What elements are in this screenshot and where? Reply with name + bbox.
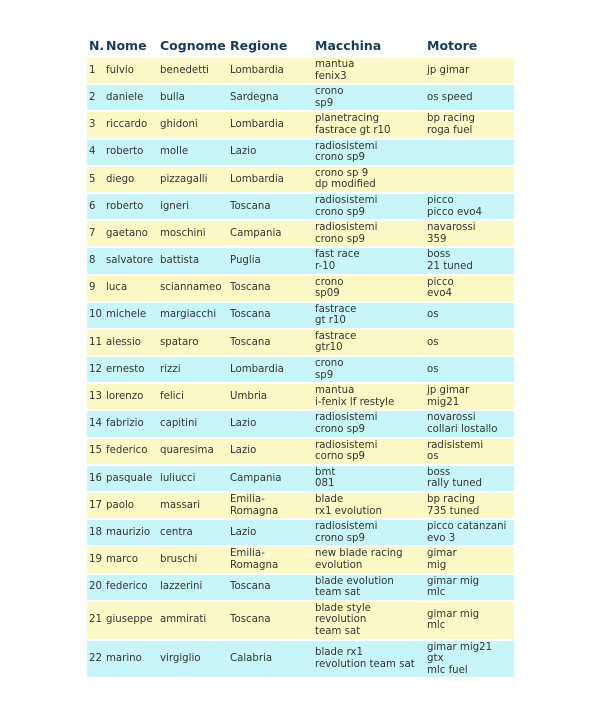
cell-nome: maurizio	[104, 520, 158, 545]
cell-cognome: moschini	[158, 221, 228, 246]
cell-macchina	[313, 439, 425, 464]
cell-macchina-line: rx1 evolution	[315, 505, 382, 517]
cell-regione-line: Romagna	[230, 559, 279, 571]
cell-motore-line: os	[427, 451, 439, 463]
cell-regione-line: Lombardia	[230, 64, 284, 76]
cell-motore-line: picco catanzani	[427, 521, 507, 533]
table-row	[87, 85, 514, 110]
cell-number: 11	[87, 330, 104, 355]
cell-macchina-line: crono	[315, 86, 344, 98]
cell-motore-line: mlc fuel	[427, 664, 468, 676]
cell-macchina-line: bmt	[315, 466, 336, 478]
table-row	[87, 58, 514, 83]
cell-macchina-line: gtr10	[315, 342, 343, 354]
cell-macchina	[313, 112, 425, 137]
cell-nome: riccardo	[104, 112, 158, 137]
cell-macchina	[313, 167, 425, 192]
table-body	[87, 58, 514, 677]
cell-motore-line: os	[427, 309, 439, 321]
cell-macchina-line: crono	[315, 276, 344, 288]
cell-motore	[425, 384, 514, 409]
cell-motore-line: evo4	[427, 288, 453, 300]
cell-macchina-line: crono sp9	[315, 206, 365, 218]
cell-number: 5	[87, 167, 104, 192]
cell-motore	[425, 140, 514, 165]
table-row	[87, 194, 514, 219]
cell-regione	[228, 520, 313, 545]
cell-macchina-line: fastrace gt r10	[315, 124, 391, 136]
cell-motore	[425, 520, 514, 545]
cell-regione-line: Toscana	[230, 581, 271, 593]
table-row	[87, 466, 514, 491]
cell-macchina-line: crono sp9	[315, 424, 365, 436]
cell-macchina-line: radiosistemi	[315, 412, 378, 424]
cell-macchina-line: revolution team sat	[315, 658, 415, 670]
cell-regione-line: Campania	[230, 227, 282, 239]
cell-motore-line: roga fuel	[427, 124, 473, 136]
cell-motore	[425, 641, 514, 678]
cell-regione-line: Campania	[230, 472, 282, 484]
cell-motore-line: 735 tuned	[427, 505, 480, 517]
cell-motore-line: bp racing	[427, 113, 475, 125]
cell-macchina	[313, 493, 425, 518]
cell-number: 13	[87, 384, 104, 409]
cell-macchina-line: mantua	[315, 59, 355, 70]
cell-motore-line: gimar mig21	[427, 641, 493, 653]
cell-motore-line: jp gimar	[427, 385, 470, 397]
cell-number: 12	[87, 357, 104, 382]
cell-motore-line: mig	[427, 559, 447, 571]
cell-macchina	[313, 547, 425, 572]
cell-regione	[228, 330, 313, 355]
cell-number: 22	[87, 641, 104, 678]
cell-motore	[425, 466, 514, 491]
table-row	[87, 276, 514, 301]
cell-macchina-line: corno sp9	[315, 451, 366, 463]
cell-macchina-line: blade evolution	[315, 575, 394, 587]
table-row	[87, 248, 514, 273]
cell-motore-line: gimar mig	[427, 575, 480, 587]
cell-cognome: virgiglio	[158, 641, 228, 678]
cell-number: 4	[87, 140, 104, 165]
cell-regione	[228, 58, 313, 83]
cell-nome: marino	[104, 641, 158, 678]
cell-regione	[228, 357, 313, 382]
cell-nome: marco	[104, 547, 158, 572]
cell-motore	[425, 276, 514, 301]
cell-motore-line: radisistemi	[427, 439, 484, 451]
cell-motore	[425, 493, 514, 518]
cell-regione	[228, 248, 313, 273]
cell-macchina-line: team sat	[315, 587, 361, 599]
cell-macchina-line: blade rx1	[315, 647, 363, 659]
cell-macchina-line: new blade racing	[315, 548, 403, 560]
cell-regione-line: Emilia-	[230, 548, 265, 560]
cell-motore	[425, 575, 514, 600]
cell-macchina-line: sp09	[315, 288, 340, 300]
cell-motore-line: evo 3	[427, 532, 456, 544]
cell-nome: fulvio	[104, 58, 158, 83]
cell-cognome: iuliucci	[158, 466, 228, 491]
cell-motore-line: os speed	[427, 91, 473, 103]
cell-nome: federico	[104, 575, 158, 600]
cell-macchina-line: blade style	[315, 602, 371, 614]
cell-macchina-line: sp9	[315, 369, 334, 381]
table-row	[87, 303, 514, 328]
cell-motore-line: picco	[427, 276, 454, 288]
cell-macchina-line: blade	[315, 494, 344, 505]
cell-regione	[228, 276, 313, 301]
cell-motore-line: navarossi	[427, 222, 476, 234]
cell-cognome: battista	[158, 248, 228, 273]
cell-number: 6	[87, 194, 104, 219]
cell-macchina-line: revolution	[315, 614, 367, 626]
cell-motore-line: os	[427, 363, 439, 375]
cell-cognome: rizzi	[158, 357, 228, 382]
cell-motore	[425, 248, 514, 273]
cell-motore-line: collari lostallo	[427, 424, 498, 436]
cell-nome: ernesto	[104, 357, 158, 382]
cell-number: 1	[87, 58, 104, 83]
cell-motore	[425, 194, 514, 219]
cell-macchina-line: 081	[315, 478, 335, 490]
table-row	[87, 641, 514, 678]
cell-nome: roberto	[104, 194, 158, 219]
cell-number: 10	[87, 303, 104, 328]
cell-motore	[425, 85, 514, 110]
cell-regione-line: Romagna	[230, 505, 279, 517]
cell-macchina-line: r-10	[315, 260, 336, 272]
cell-cognome: centra	[158, 520, 228, 545]
cell-motore-line: picco evo4	[427, 206, 482, 218]
cell-macchina-line: fast race	[315, 249, 360, 261]
cell-regione	[228, 194, 313, 219]
cell-macchina-line: radiosistemi	[315, 222, 378, 234]
cell-macchina	[313, 641, 425, 678]
cell-motore-line: bp racing	[427, 494, 475, 505]
cell-motore-line: boss	[427, 466, 451, 478]
cell-motore-line: gimar	[427, 548, 457, 560]
cell-regione-line: Sardegna	[230, 91, 279, 103]
cell-regione	[228, 221, 313, 246]
cell-number: 8	[87, 248, 104, 273]
cell-regione-line: Umbria	[230, 391, 268, 403]
cell-number: 17	[87, 493, 104, 518]
cell-macchina-line: planetracing	[315, 113, 380, 125]
cell-macchina-line: crono sp9	[315, 532, 365, 544]
cell-nome: alessio	[104, 330, 158, 355]
cell-motore-line: mlc	[427, 620, 446, 632]
cell-regione-line: Toscana	[230, 614, 271, 626]
participants-table	[87, 32, 514, 679]
cell-number: 2	[87, 85, 104, 110]
cell-macchina-line: radiosistemi	[315, 140, 378, 152]
cell-nome: diego	[104, 167, 158, 192]
table-row	[87, 439, 514, 464]
cell-regione-line: Toscana	[230, 336, 271, 348]
cell-macchina-line: evolution	[315, 559, 363, 571]
cell-motore-line: gimar mig	[427, 608, 480, 620]
cell-regione	[228, 466, 313, 491]
cell-motore	[425, 303, 514, 328]
cell-regione	[228, 384, 313, 409]
cell-cognome: lazzerini	[158, 575, 228, 600]
cell-macchina-line: sp9	[315, 97, 334, 109]
cell-macchina-line: crono sp 9	[315, 167, 369, 179]
table-row	[87, 140, 514, 165]
table-header-row	[87, 34, 514, 56]
table-row	[87, 112, 514, 137]
cell-cognome: felici	[158, 384, 228, 409]
cell-regione	[228, 641, 313, 678]
cell-regione-line: Puglia	[230, 255, 261, 267]
cell-macchina-line: crono sp9	[315, 233, 365, 245]
cell-number: 14	[87, 411, 104, 436]
cell-regione-line: Lazio	[230, 146, 257, 158]
cell-nome: gaetano	[104, 221, 158, 246]
cell-regione	[228, 140, 313, 165]
cell-motore-line: jp gimar	[427, 64, 470, 76]
cell-macchina	[313, 520, 425, 545]
cell-regione	[228, 167, 313, 192]
cell-cognome: sciannameo	[158, 276, 228, 301]
cell-regione	[228, 112, 313, 137]
cell-macchina	[313, 357, 425, 382]
table-row	[87, 384, 514, 409]
cell-cognome: ammirati	[158, 602, 228, 639]
cell-cognome: spataro	[158, 330, 228, 355]
cell-nome: salvatore	[104, 248, 158, 273]
cell-regione-line: Lazio	[230, 445, 257, 457]
cell-regione	[228, 85, 313, 110]
cell-motore	[425, 547, 514, 572]
cell-nome: michele	[104, 303, 158, 328]
cell-number: 9	[87, 276, 104, 301]
cell-cognome: bulla	[158, 85, 228, 110]
cell-regione-line: Lazio	[230, 418, 257, 430]
cell-cognome: benedetti	[158, 58, 228, 83]
cell-macchina	[313, 194, 425, 219]
cell-regione-line: Calabria	[230, 653, 273, 665]
cell-macchina-line: radiosistemi	[315, 194, 378, 206]
cell-macchina	[313, 85, 425, 110]
cell-regione-line: Lombardia	[230, 119, 284, 131]
cell-motore-line: rally tuned	[427, 478, 483, 490]
cell-regione	[228, 439, 313, 464]
cell-macchina	[313, 303, 425, 328]
cell-nome: giuseppe	[104, 602, 158, 639]
cell-macchina	[313, 248, 425, 273]
cell-nome: paolo	[104, 493, 158, 518]
cell-motore	[425, 112, 514, 137]
table-row	[87, 357, 514, 382]
cell-macchina-line: fastrace	[315, 330, 357, 342]
header-motore: Motore	[427, 37, 478, 53]
cell-regione	[228, 602, 313, 639]
cell-cognome: massari	[158, 493, 228, 518]
table-row	[87, 330, 514, 355]
cell-nome: luca	[104, 276, 158, 301]
cell-motore	[425, 221, 514, 246]
table-row	[87, 411, 514, 436]
cell-motore-line: mlc	[427, 587, 446, 599]
header-cognome: Cognome	[160, 37, 226, 53]
cell-motore	[425, 439, 514, 464]
cell-number: 21	[87, 602, 104, 639]
cell-motore-line: picco	[427, 194, 454, 206]
cell-nome: daniele	[104, 85, 158, 110]
cell-cognome: margiacchi	[158, 303, 228, 328]
cell-macchina	[313, 411, 425, 436]
cell-motore-line: novarossi	[427, 412, 476, 424]
cell-cognome: bruschi	[158, 547, 228, 572]
cell-number: 16	[87, 466, 104, 491]
cell-macchina	[313, 466, 425, 491]
table-row	[87, 221, 514, 246]
cell-nome: fabrizio	[104, 411, 158, 436]
cell-macchina	[313, 58, 425, 83]
cell-nome: lorenzo	[104, 384, 158, 409]
cell-number: 19	[87, 547, 104, 572]
cell-motore-line: gtx	[427, 653, 444, 665]
cell-motore	[425, 58, 514, 83]
cell-motore-line: 21 tuned	[427, 260, 473, 272]
table-row	[87, 547, 514, 572]
cell-cognome: pizzagalli	[158, 167, 228, 192]
cell-regione	[228, 547, 313, 572]
cell-macchina-line: radiosistemi	[315, 521, 378, 533]
header-number: N.	[89, 37, 105, 53]
cell-regione	[228, 411, 313, 436]
cell-number: 7	[87, 221, 104, 246]
cell-motore-line: os	[427, 336, 439, 348]
table-row	[87, 167, 514, 192]
cell-macchina	[313, 140, 425, 165]
cell-regione-line: Lazio	[230, 526, 257, 538]
cell-regione-line: Toscana	[230, 309, 271, 321]
header-macchina: Macchina	[315, 37, 382, 53]
cell-regione-line: Emilia-	[230, 494, 265, 505]
cell-number: 18	[87, 520, 104, 545]
cell-regione	[228, 493, 313, 518]
cell-number: 20	[87, 575, 104, 600]
cell-motore	[425, 167, 514, 192]
table-row	[87, 575, 514, 600]
cell-macchina-line: mantua	[315, 385, 355, 397]
cell-motore-line: 359	[427, 233, 447, 245]
cell-number: 15	[87, 439, 104, 464]
header-regione: Regione	[230, 37, 288, 53]
cell-macchina-line: dp modified	[315, 179, 376, 191]
cell-regione	[228, 575, 313, 600]
cell-nome: federico	[104, 439, 158, 464]
header-nome: Nome	[106, 37, 147, 53]
participants-table-container	[87, 32, 514, 679]
cell-macchina	[313, 221, 425, 246]
cell-macchina-line: fenix3	[315, 70, 347, 82]
cell-macchina-line: i-fenix lf restyle	[315, 396, 395, 408]
cell-cognome: ghidoni	[158, 112, 228, 137]
cell-macchina	[313, 602, 425, 639]
cell-macchina-line: crono	[315, 358, 344, 370]
cell-macchina	[313, 276, 425, 301]
cell-cognome: igneri	[158, 194, 228, 219]
cell-regione	[228, 303, 313, 328]
cell-macchina-line: crono sp9	[315, 152, 365, 164]
cell-cognome: quaresima	[158, 439, 228, 464]
cell-macchina	[313, 384, 425, 409]
cell-macchina-line: team sat	[315, 625, 361, 637]
cell-macchina-line: fastrace	[315, 303, 357, 315]
cell-nome: pasquale	[104, 466, 158, 491]
cell-motore-line: mig21	[427, 396, 460, 408]
table-row	[87, 602, 514, 639]
cell-motore	[425, 357, 514, 382]
cell-motore	[425, 330, 514, 355]
cell-motore-line: boss	[427, 249, 451, 261]
cell-macchina	[313, 575, 425, 600]
cell-macchina-line: radiosistemi	[315, 439, 378, 451]
cell-regione-line: Lombardia	[230, 363, 284, 375]
cell-macchina-line: gt r10	[315, 315, 346, 327]
table-row	[87, 520, 514, 545]
cell-motore	[425, 411, 514, 436]
cell-regione-line: Lombardia	[230, 173, 284, 185]
cell-cognome: molle	[158, 140, 228, 165]
cell-regione-line: Toscana	[230, 282, 271, 294]
table-row	[87, 493, 514, 518]
cell-number: 3	[87, 112, 104, 137]
cell-regione-line: Toscana	[230, 200, 271, 212]
cell-cognome: capitini	[158, 411, 228, 436]
cell-motore	[425, 602, 514, 639]
cell-macchina	[313, 330, 425, 355]
cell-nome: roberto	[104, 140, 158, 165]
